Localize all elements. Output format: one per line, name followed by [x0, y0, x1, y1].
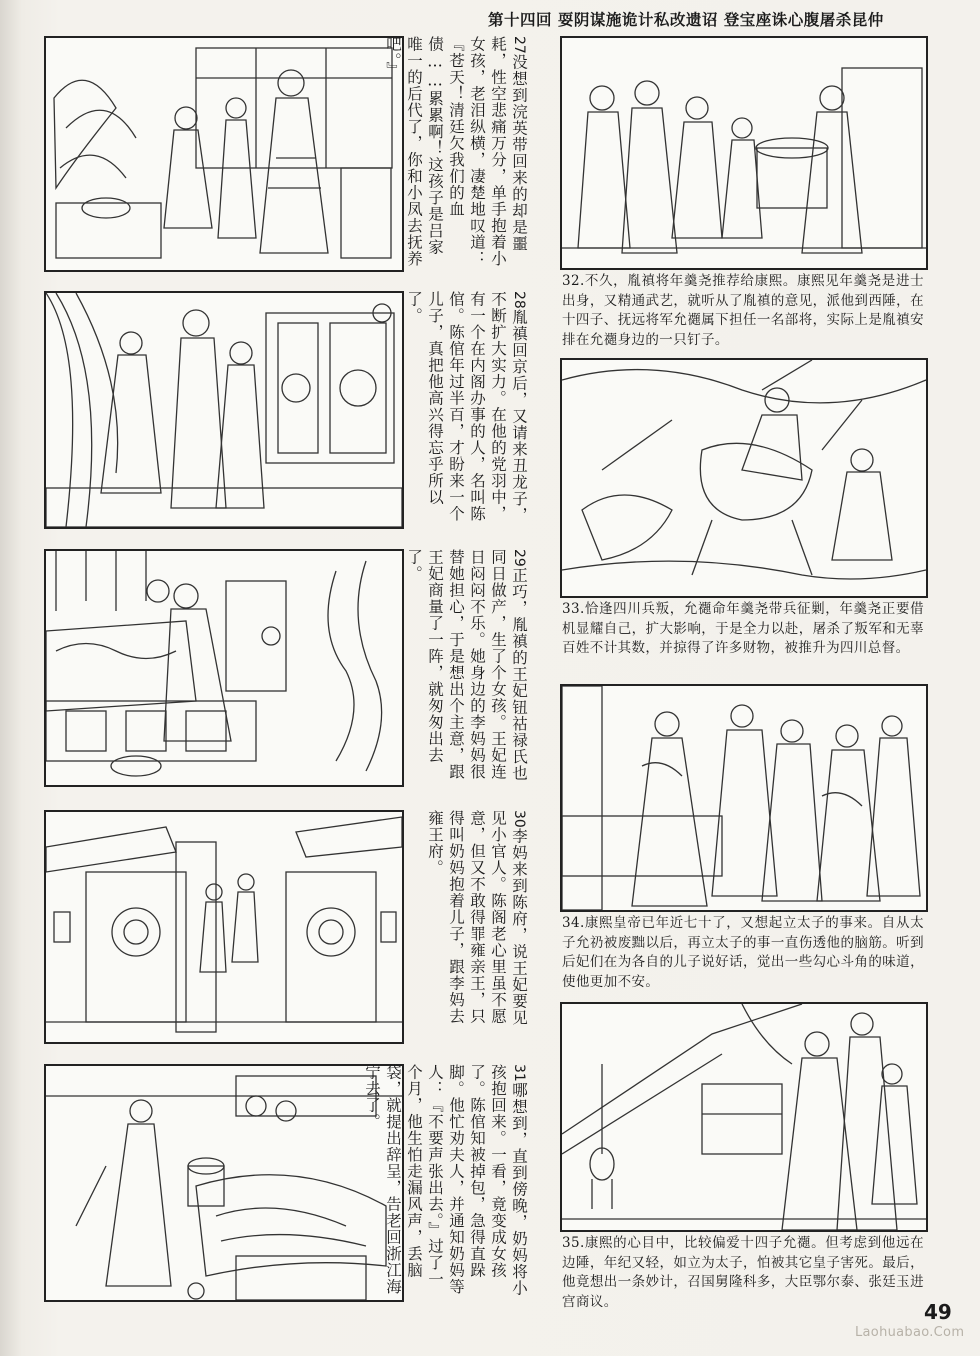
- panel-31-illustration: [44, 1064, 404, 1302]
- panel-33-caption: 33.恰逢四川兵叛，允禵命年羹尧带兵征剿，年羹尧正要借机显耀自己，扩大影响，于是全力以赴，屠杀了叛军和无辜百姓不计其数，并掠得了许多财物，被推升为四川总督。: [562, 601, 924, 656]
- panel-28-illustration: [44, 291, 404, 529]
- page-number: 49: [924, 1300, 952, 1324]
- panel-27-illustration: [44, 36, 404, 272]
- chapter-header: 第十四回 耍阴谋施诡计私改遗诏 登宝座诛心腹屠杀昆仲: [488, 10, 884, 29]
- panel-35-illustration: [560, 1002, 928, 1232]
- panel-33-illustration: [560, 358, 928, 598]
- panel-35-caption: 35.康熙的心目中，比较偏爱十四子允禵。但考虑到他远在边陲，年纪又轻，如立为太子，怕被其它皇子害死。最后，他竟想出一条妙计，召国舅隆科多，大臣鄂尔泰、张廷玉进宫商议。: [562, 1235, 924, 1310]
- panel-31-number: 31: [511, 1064, 527, 1082]
- panel-31-caption: 31哪想到，直到傍晚，奶妈将小孩抱回来。一看，竟变成女孩了。陈倌知被掉包，急得直跺脚。他忙劝夫人，并通知奶妈等人：『不要声张出去。』过了一个月，他生怕走漏风声，丢脑袋，就提出辞呈，告老回浙江海宁去了。: [363, 1064, 528, 1297]
- panel-30-caption: 30李妈来到陈府，说王妃要见见小官人。陈阁老心里虽不愿意，但又不敢得罪雍亲王，只得叫奶妈抱着儿子，跟李妈去雍王府。: [426, 810, 528, 1026]
- watermark: Laohuabao.Com: [855, 1325, 965, 1340]
- panel-32-illustration: [560, 36, 928, 270]
- panel-29-caption: 29正巧，胤禛的王妃钮祜禄氏也同日做产，生了个女孩。王妃连日闷闷不乐。她身边的李妈妈很替她担心，于是想出个主意，跟王妃商量了一阵，就匆匆出去了。: [405, 549, 528, 782]
- panel-34-illustration: [560, 684, 928, 912]
- panel-27-caption: 27没想到浣英带回来的却是噩耗，性空悲痛万分，单手抱着小女孩，老泪纵横，凄楚地叹道：『苍天！清廷欠我们的血债……累累啊！这孩子是吕家唯一的后代了，你和小凤去抚养吧。』: [384, 36, 528, 267]
- panel-27-number: 27: [511, 36, 527, 54]
- panel-29-number: 29: [511, 549, 527, 567]
- panel-30-number: 30: [511, 810, 527, 828]
- panel-30-illustration: [44, 810, 404, 1044]
- panel-28-number: 28: [511, 291, 527, 309]
- panel-29-illustration: [44, 549, 404, 787]
- panel-32-caption: 32.不久，胤禛将年羹尧推荐给康熙。康熙见年羹尧是进士出身，又精通武艺，就听从了胤禛的意见，派他到西陲，在十四子、抚远将军允禵属下担任一名部将，实际上是胤禛安排在允禵身边的一只钉子。: [562, 273, 924, 348]
- panel-34-caption: 34.康熙皇帝已年近七十了，又想起立太子的事来。自从太子允礽被废黜以后，再立太子的事一直伤透他的脑筋。听到后妃们在为各自的儿子说好话，觉出一些勾心斗角的味道，使他更加不安。: [562, 915, 924, 990]
- panel-28-caption: 28胤禛回京后，又请来丑龙子，不断扩大实力。在他的党羽中，有一个在内阁办事的人，名叫陈倌。陈倌年过半百，才盼来一个儿子，真把他高兴得忘乎所以了。: [405, 291, 528, 524]
